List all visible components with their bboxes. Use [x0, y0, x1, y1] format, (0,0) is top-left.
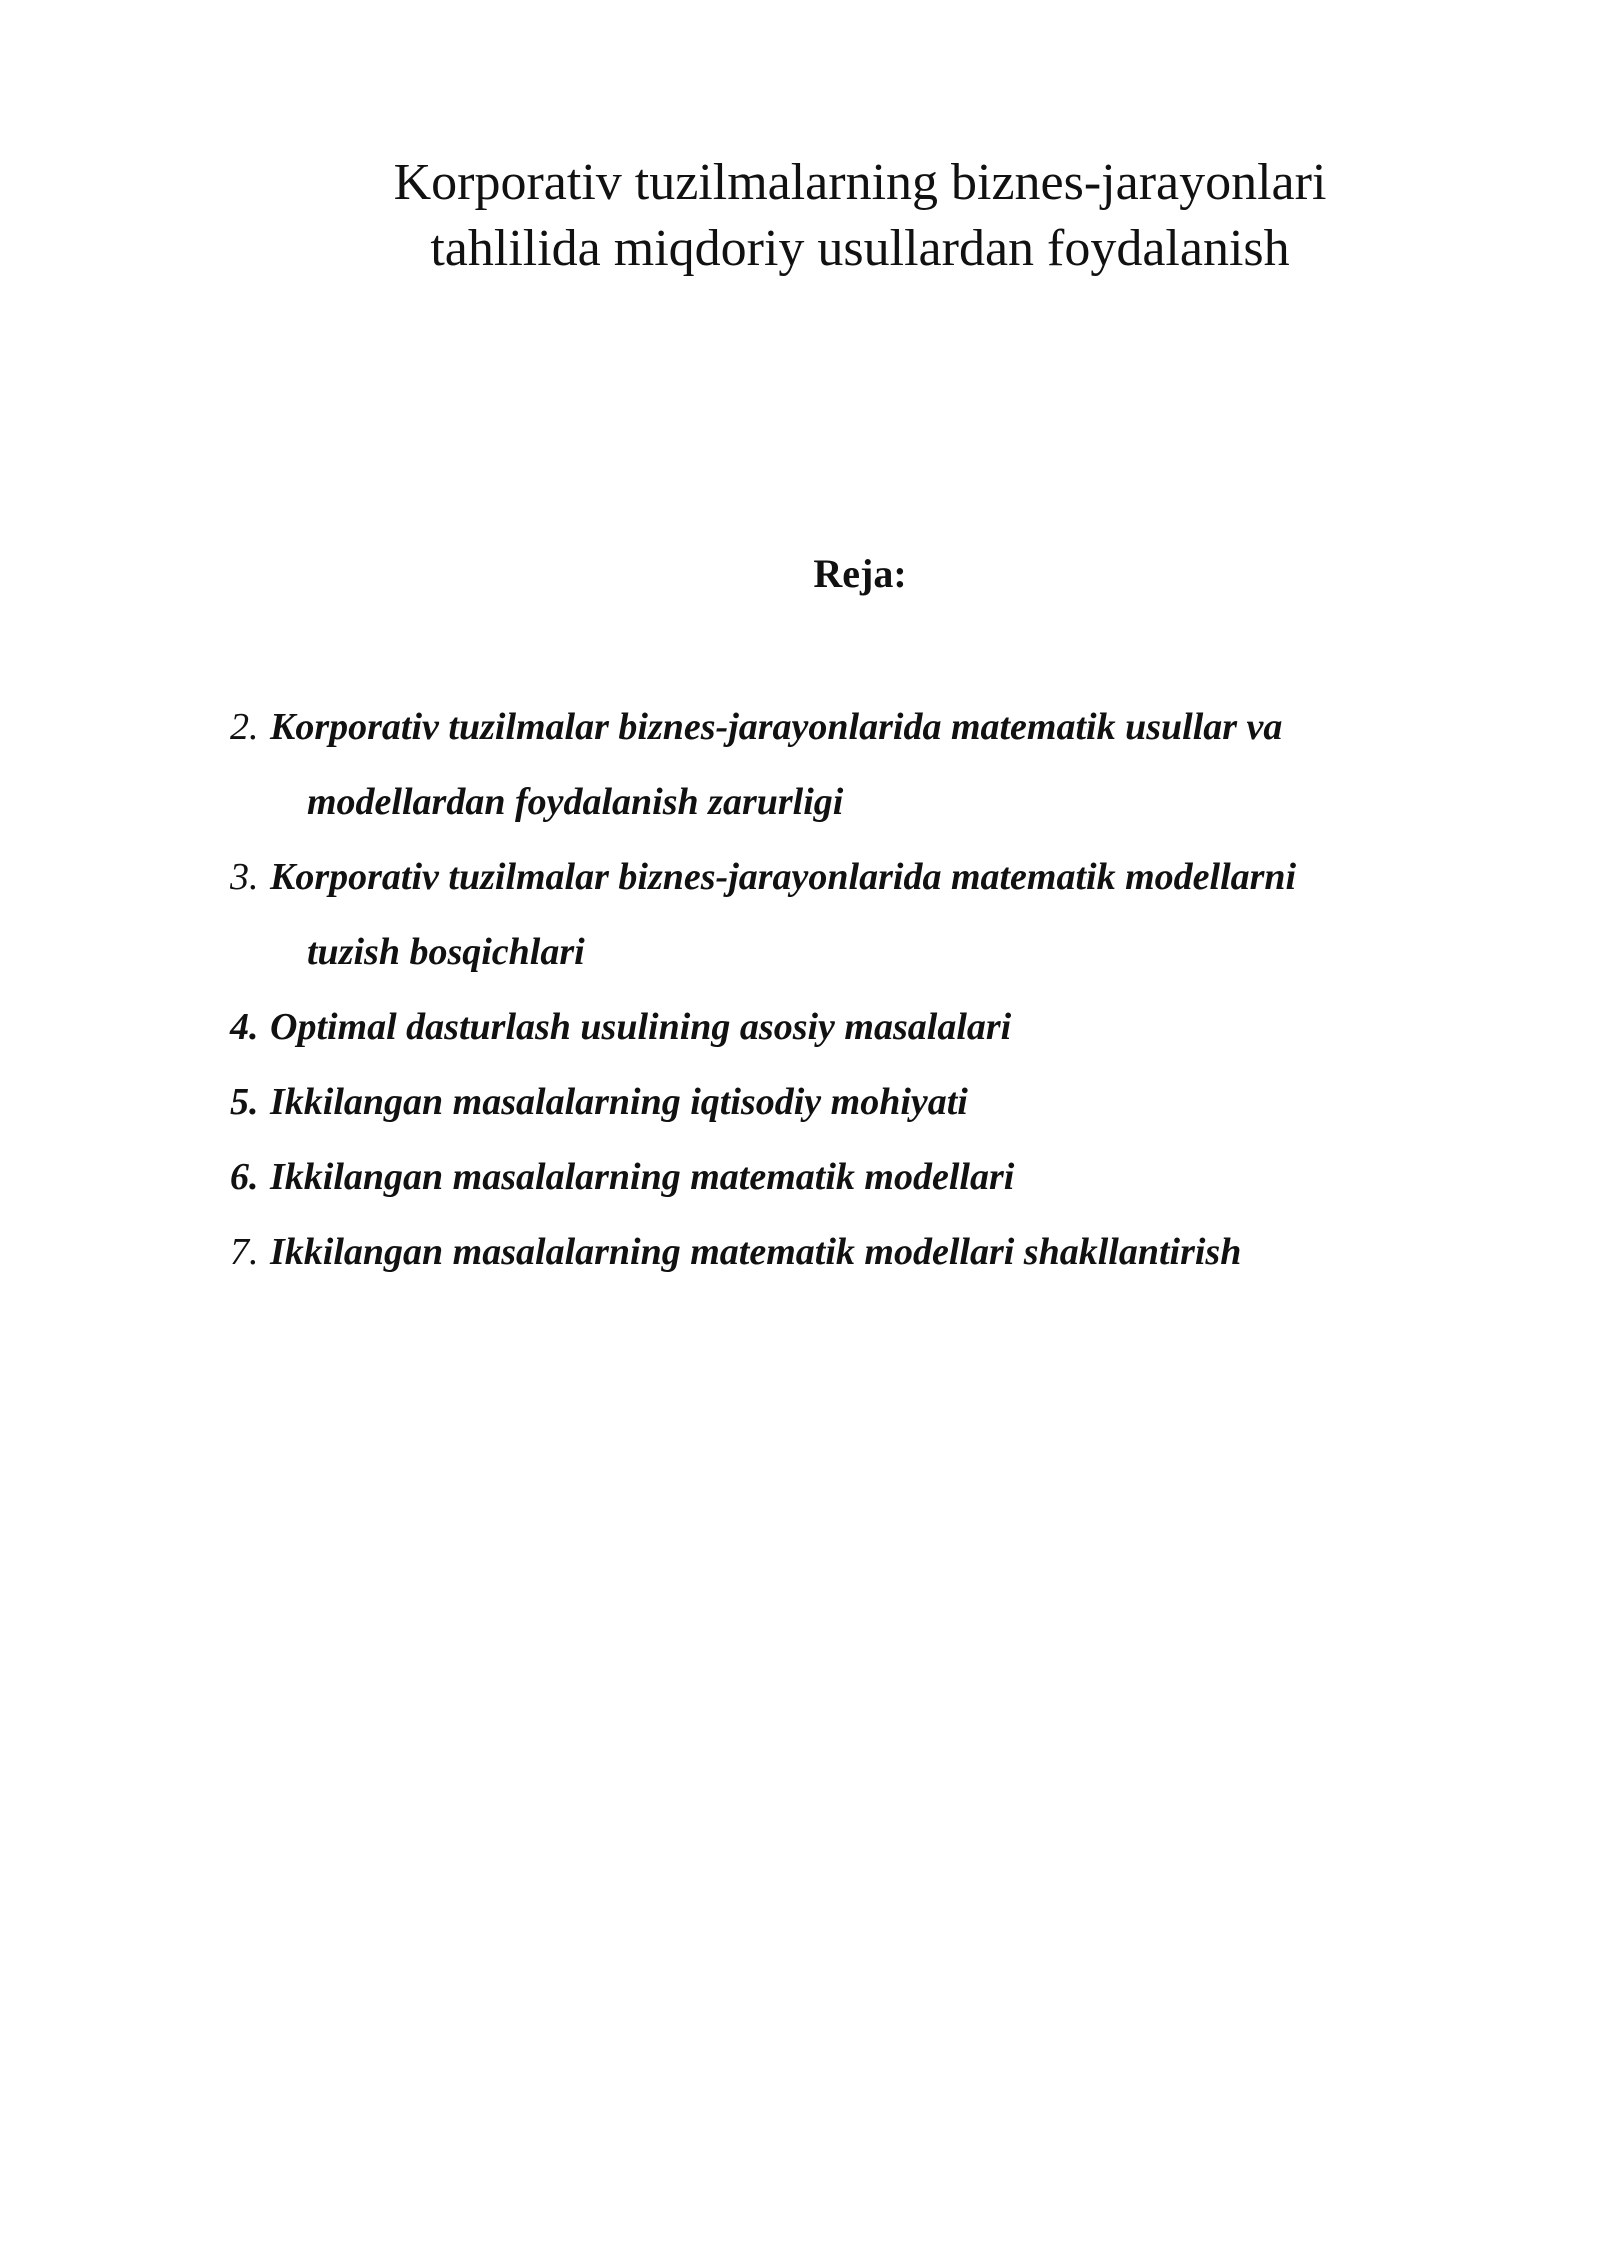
plan-item-4: [230, 990, 1490, 1065]
document-title-line-2: tahlilida miqdoriy usullardan foydalanish: [430, 220, 1290, 277]
plan-item-text: [270, 690, 1490, 840]
plan-item-3: [230, 840, 1490, 990]
plan-item-text: Ikkilangan masalalarning matematik modellari shakllantirish: [270, 1231, 1242, 1273]
plan-item-text: Ikkilangan masalalarning matematik modellari: [270, 1156, 1015, 1198]
plan-item-text-line-1: Korporativ tuzilmalar biznes-jarayonlarida matematik usullar va: [270, 706, 1283, 748]
plan-item-number: 7.: [230, 1231, 259, 1273]
document-title: [300, 150, 1420, 282]
plan-item-7: [230, 1215, 1490, 1290]
plan-item-5: [230, 1065, 1490, 1140]
document-title-line-1: Korporativ tuzilmalarning biznes-jarayonlari: [393, 154, 1327, 211]
plan-item-number: 4.: [230, 1006, 259, 1048]
plan-item-text: Optimal dasturlash usulining asosiy masalalari: [270, 1006, 1012, 1048]
plan-item-text: [270, 840, 1490, 990]
plan-item-number: 5.: [230, 1081, 259, 1123]
plan-item-text-line-2: tuzish bosqichlari: [307, 931, 585, 973]
plan-item-number: 3.: [230, 856, 259, 898]
plan-item-text: Ikkilangan masalalarning iqtisodiy mohiyati: [270, 1081, 968, 1123]
plan-item-number: 2.: [230, 706, 259, 748]
plan-heading: Reja:: [813, 551, 907, 596]
plan-item-number: 6.: [230, 1156, 259, 1198]
plan-item-2: [230, 690, 1490, 840]
plan-item-6: [230, 1140, 1490, 1215]
plan-item-text-line-1: Korporativ tuzilmalar biznes-jarayonlarida matematik modellarni: [270, 856, 1297, 898]
plan-item-text-line-2: modellardan foydalanish zarurligi: [307, 781, 844, 823]
plan-list: [230, 690, 1490, 1290]
